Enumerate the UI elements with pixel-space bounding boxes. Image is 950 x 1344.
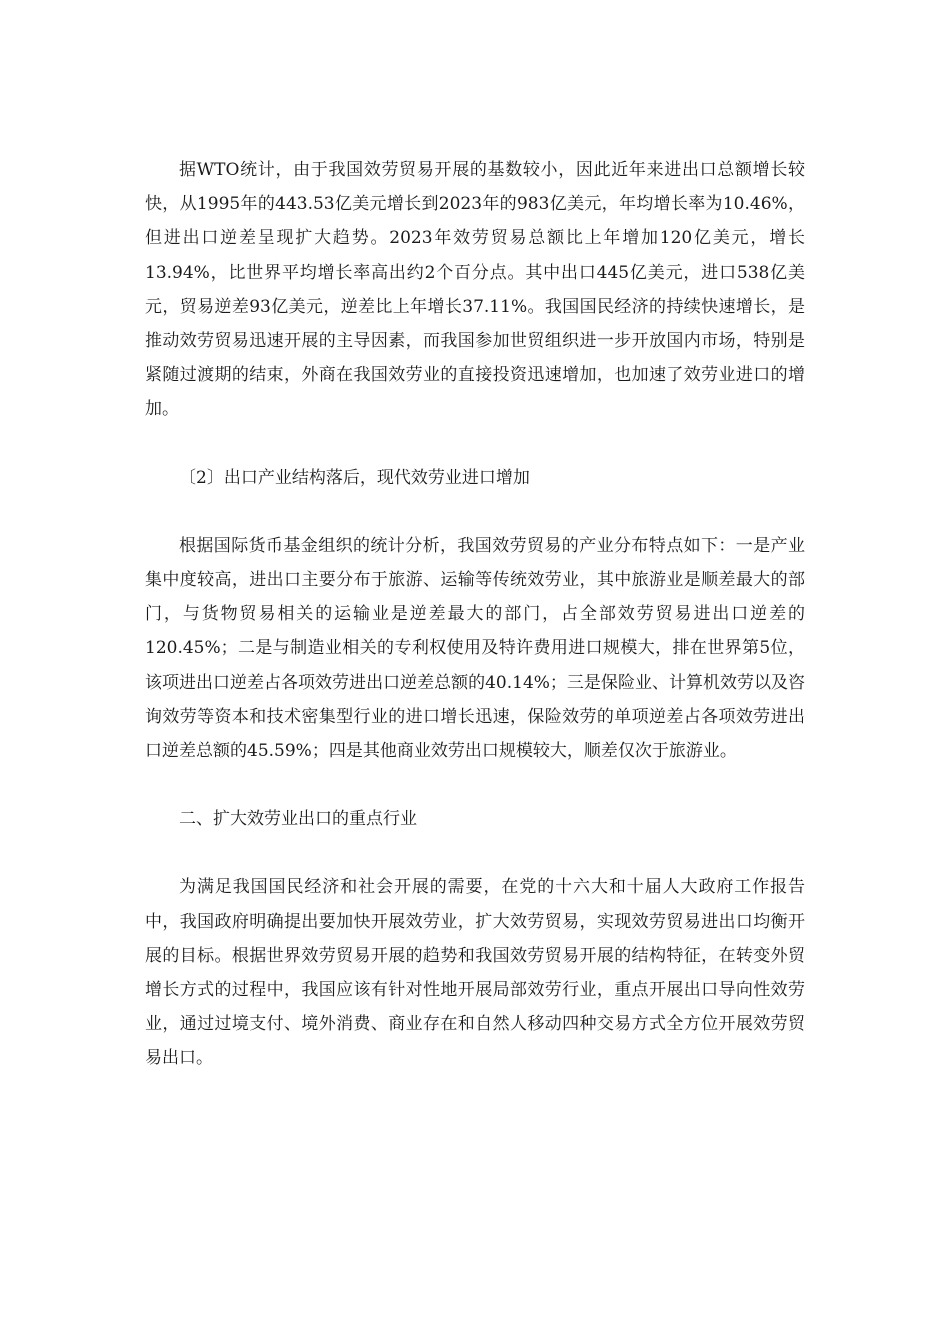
- document-body: [145, 153, 805, 1076]
- paragraph-gap: [145, 427, 805, 461]
- paragraph-gap: [145, 836, 805, 870]
- paragraph-gap: [145, 768, 805, 802]
- section-heading-export-structure: 〔2〕出口产业结构落后，现代效劳业进口增加: [179, 467, 530, 488]
- paragraph-policy-goals: 为满足我国国民经济和社会开展的需要，在党的十六大和十届人大政府工作报告中，我国政府明确提出要加快开展效劳业，扩大效劳贸易，实现效劳贸易进出口均衡开展的目标。根据世界效劳贸易开展的趋势和我国效劳贸易开展的结构特征，在转变外贸增长方式的过程中，我国应该有针对性地开展局部效劳行业，重点开展出口导向性效劳业，通过过境支付、境外消费、商业存在和自然人移动四种交易方式全方位开展效劳贸易出口。: [145, 877, 805, 1069]
- paragraph-imf-analysis: 根据国际货币基金组织的统计分析，我国效劳贸易的产业分布特点如下：一是产业集中度较高，进出口主要分布于旅游、运输等传统效劳业，其中旅游业是顺差最大的部门，与货物贸易相关的运输业是逆差最大的部门，占全部效劳贸易进出口逆差的120.45%；二是与制造业相关的专利权使用及特许费用进口规模大，排在世界第5位，该项进出口逆差占各项效劳进出口逆差总额的40.14%；三是保险业、计算机效劳以及咨询效劳等资本和技术密集型行业的进口增长迅速，保险效劳的单项逆差占各项效劳进出口逆差总额的45.59%；四是其他商业效劳出口规模较大，顺差仅次于旅游业。: [145, 535, 805, 762]
- section-heading-key-industries: 二、扩大效劳业出口的重点行业: [179, 809, 417, 830]
- paragraph-gap: [145, 495, 805, 529]
- paragraph-wto-statistics: 据WTO统计，由于我国效劳贸易开展的基数较小，因此近年来进出口总额增长较快，从1995年的443.53亿美元增长到2023年的983亿美元，年均增长率为10.46%，但进出口逆差呈现扩大趋势。2023年效劳贸易总额比上年增加120亿美元，增长13.94%，比世界平均增长率高出约2个百分点。其中出口445亿美元，进口538亿美元，贸易逆差93亿美元，逆差比上年增长37.11%。我国国民经济的持续快速增长，是推动效劳贸易迅速开展的主导因素，而我国参加世贸组织进一步开放国内市场，特别是紧随过渡期的结束，外商在我国效劳业的直接投资迅速增加，也加速了效劳业进口的增加。: [145, 160, 805, 420]
